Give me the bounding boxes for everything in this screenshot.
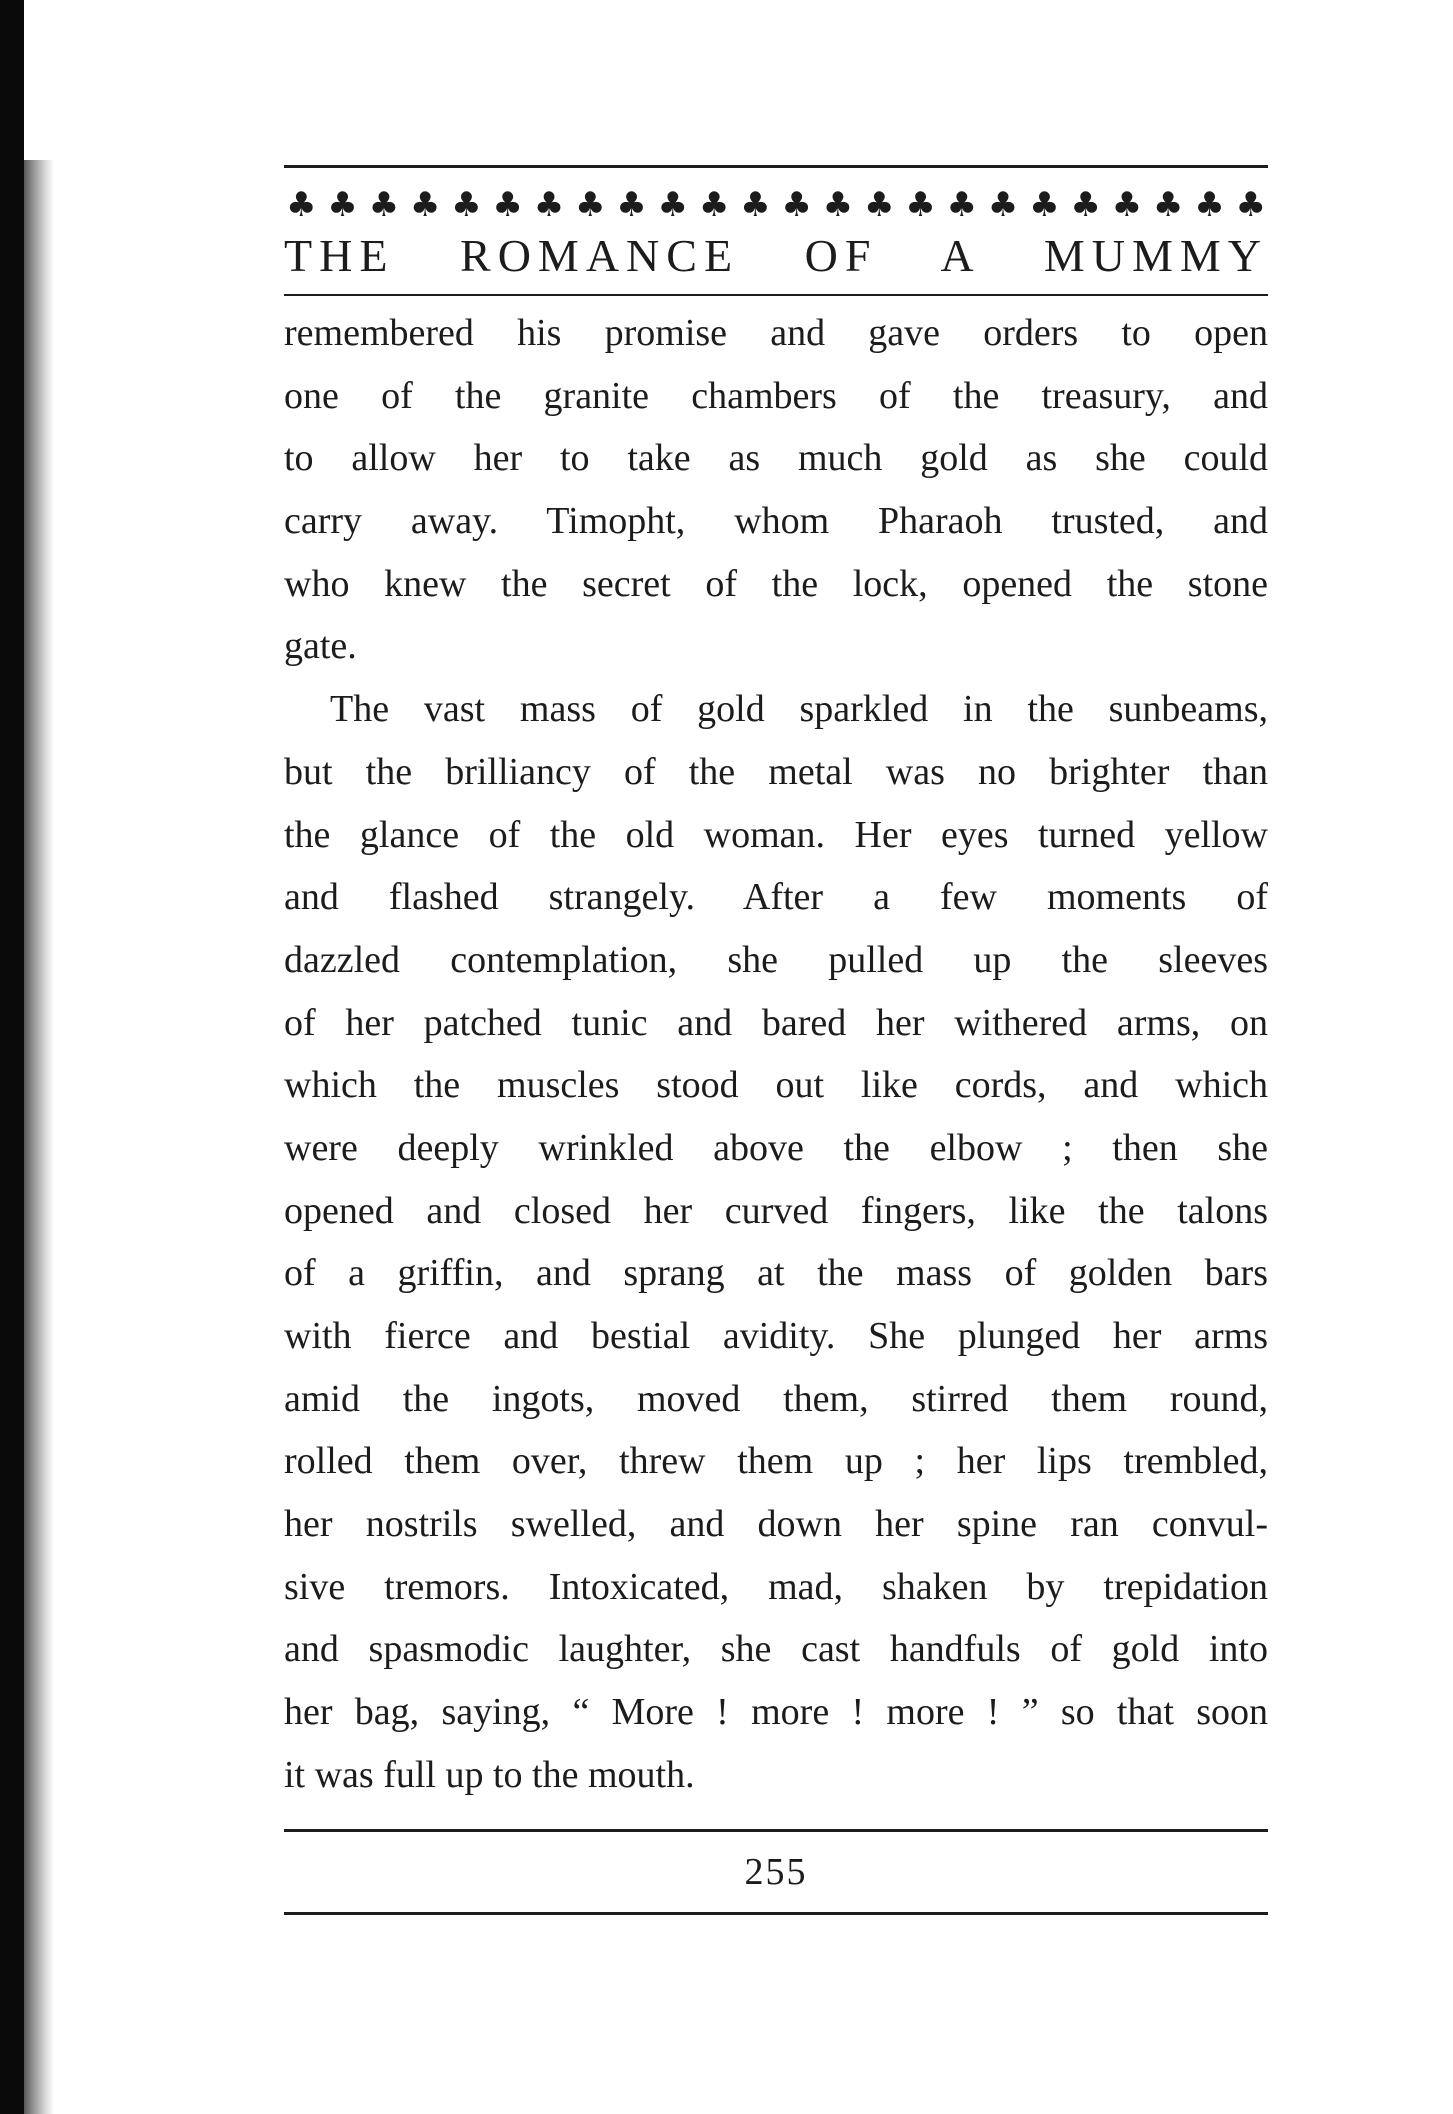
fleuron-icon: ♣ <box>1235 185 1266 225</box>
paragraph <box>284 302 1268 678</box>
fleuron-icon: ♣ <box>451 185 482 225</box>
text-line: which the muscles stood out like cords, and which <box>284 1064 1268 1107</box>
text-line: but the brilliancy of the metal was no brighter than <box>284 750 1268 793</box>
fleuron-icon: ♣ <box>533 185 565 225</box>
paragraph <box>284 678 1268 1806</box>
fleuron-icon: ♣ <box>1152 185 1184 225</box>
text-line: with fierce and bestial avidity. She plunged her arms <box>284 1315 1268 1357</box>
fleuron-icon: ♣ <box>368 185 400 225</box>
fleuron-icon: ♣ <box>740 185 771 225</box>
header-bottom-rule <box>284 294 1268 296</box>
fleuron-icon: ♣ <box>657 185 689 225</box>
text-line: rolled them over, threw them up ; her lips trembled, <box>284 1440 1268 1483</box>
text-line: were deeply wrinkled above the elbow ; then she <box>284 1126 1268 1169</box>
text-line: it was full up to the mouth. <box>284 1753 695 1796</box>
text-line: who knew the secret of the lock, opened the stone <box>284 562 1268 605</box>
text-line: one of the granite chambers of the treasury, and <box>284 374 1268 417</box>
fleuron-ornament-band <box>284 184 1268 226</box>
text-line: and spasmodic laughter, she cast handfuls of gold into <box>284 1628 1268 1671</box>
text-line: of her patched tunic and bared her withered arms, on <box>284 1001 1268 1044</box>
footer-top-rule <box>284 1829 1268 1832</box>
book-page <box>284 165 1268 1915</box>
fleuron-icon: ♣ <box>1111 185 1143 225</box>
fleuron-icon: ♣ <box>409 185 441 225</box>
running-head: THE ROMANCE OF A MUMMY <box>284 230 1268 281</box>
fleuron-icon: ♣ <box>1070 185 1101 225</box>
text-line: her nostrils swelled, and down her spine ran convul- <box>284 1503 1268 1546</box>
fleuron-icon: ♣ <box>781 185 812 225</box>
binding-shadow <box>24 160 54 2114</box>
text-line: remembered his promise and gave orders to open <box>284 312 1268 354</box>
text-line: of a griffin, and sprang at the mass of golden bars <box>284 1252 1268 1295</box>
text-line: gate. <box>284 625 357 668</box>
fleuron-icon: ♣ <box>698 185 730 225</box>
fleuron-icon: ♣ <box>946 185 977 225</box>
text-line: dazzled contemplation, she pulled up the sleeves <box>284 938 1268 981</box>
header-top-rule <box>284 165 1268 168</box>
book-binding-edge <box>0 0 24 2114</box>
text-line: carry away. Timopht, whom Pharaoh trusted, and <box>284 500 1268 543</box>
fleuron-icon: ♣ <box>1029 185 1060 225</box>
text-line: The vast mass of gold sparkled in the sunbeams, <box>330 688 1268 731</box>
text-line: sive tremors. Intoxicated, mad, shaken by trepidation <box>284 1565 1268 1608</box>
text-line: amid the ingots, moved them, stirred them round, <box>284 1377 1268 1420</box>
footer-bottom-rule <box>284 1912 1268 1915</box>
fleuron-icon: ♣ <box>492 185 523 225</box>
fleuron-icon: ♣ <box>905 185 936 225</box>
fleuron-icon: ♣ <box>574 185 606 225</box>
fleuron-icon: ♣ <box>987 185 1019 225</box>
page-number: 255 <box>744 1850 808 1893</box>
fleuron-icon: ♣ <box>286 185 317 225</box>
text-line: to allow her to take as much gold as she could <box>284 437 1268 480</box>
text-line: and flashed strangely. After a few moments of <box>284 876 1268 919</box>
text-line: the glance of the old woman. Her eyes turned yellow <box>284 813 1268 856</box>
fleuron-icon: ♣ <box>822 185 854 225</box>
text-line: her bag, saying, “ More ! more ! more ! ” so that soon <box>284 1691 1268 1734</box>
body-text <box>284 302 1268 1807</box>
text-line: opened and closed her curved fingers, like the talons <box>284 1189 1268 1232</box>
fleuron-icon: ♣ <box>863 185 895 225</box>
fleuron-icon: ♣ <box>616 185 647 225</box>
fleuron-icon: ♣ <box>1194 185 1225 225</box>
fleuron-icon: ♣ <box>327 185 358 225</box>
